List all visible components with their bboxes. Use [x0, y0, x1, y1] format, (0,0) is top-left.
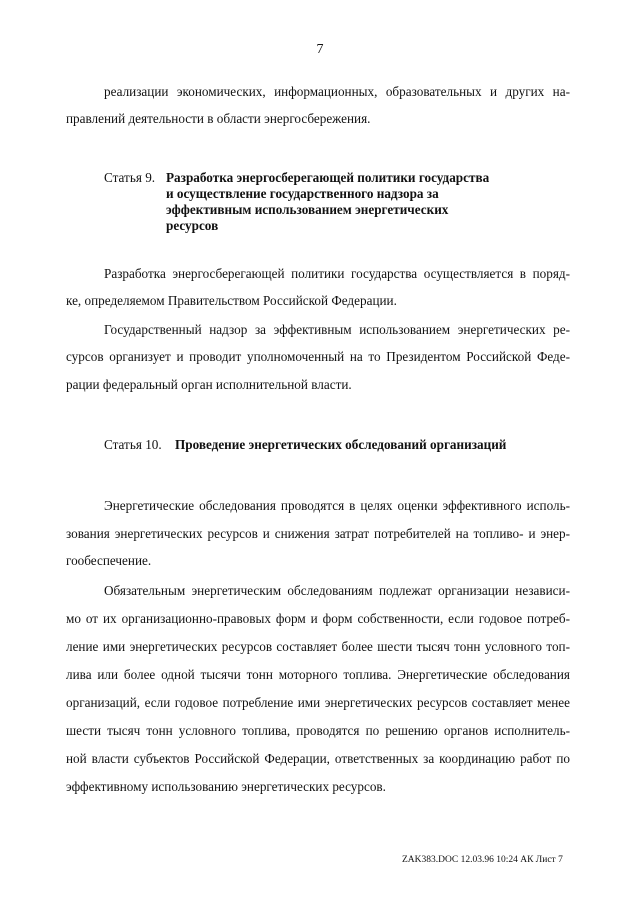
article-9-label: Статья 9.: [104, 170, 156, 185]
article-10-paragraph-line: ление ими энергетических ресурсов составляет более шести тысяч тонн условного топ-: [66, 639, 570, 654]
page-number: 7: [316, 42, 324, 57]
article-10-paragraph-line: ной власти субъектов Российской Федерации, ответственных за координацию работ по: [66, 751, 570, 766]
footer-info: ZAK383.DOC 12.03.96 10:24 АК Лист 7: [402, 855, 563, 865]
article-10-label: Статья 10.: [104, 437, 162, 452]
article-9-title-line: эффективным использованием энергетических: [166, 202, 449, 217]
article-10-paragraph-line: эффективному использованию энергетических ресурсов.: [66, 779, 386, 794]
article-10-paragraph-line: организаций, если годовое потребление ими энергетических ресурсов составляет менее: [66, 695, 570, 710]
article-10-paragraph-line: Энергетические обследования проводятся в целях оценки эффективного исполь-: [104, 498, 570, 513]
article-10-paragraph-line: лива или более одной тысячи тонн моторного топлива. Энергетические обследования: [66, 667, 570, 682]
intro-line: правлений деятельности в области энергосбережения.: [66, 111, 371, 126]
article-10-paragraph-line: шести тысяч тонн условного топлива, проводятся по решению органов исполнитель-: [66, 723, 570, 738]
article-9-paragraph-line: ке, определяемом Правительством Российской Федерации.: [66, 293, 397, 308]
article-9-paragraph-line: Государственный надзор за эффективным использованием энергетических ре-: [104, 322, 570, 337]
article-10-paragraph-line: зования энергетических ресурсов и снижения затрат потребителей на топливо- и энер-: [66, 526, 570, 541]
article-9-title-line: ресурсов: [166, 218, 219, 233]
article-10-paragraph-line: Обязательным энергетическим обследованиям подлежат организации независи-: [104, 583, 570, 598]
article-10-paragraph-line: мо от их организационно-правовых форм и форм собственности, если годовое потреб-: [66, 611, 570, 626]
article-9-title-line: Разработка энергосберегающей политики государства: [166, 170, 490, 185]
article-9-title-line: и осуществление государственного надзора за: [166, 186, 439, 201]
intro-line: реализации экономических, информационных, образовательных и других на-: [104, 84, 570, 99]
article-9-paragraph-line: рации федеральный орган исполнительной власти.: [66, 377, 352, 392]
article-10-title: Проведение энергетических обследований организаций: [175, 437, 507, 452]
article-9-paragraph-line: сурсов организует и проводит уполномоченный на то Президентом Российской Феде-: [66, 349, 570, 364]
article-10-paragraph-line: гообеспечение.: [66, 553, 152, 568]
article-9-paragraph-line: Разработка энергосберегающей политики государства осуществляется в поряд-: [104, 266, 570, 281]
